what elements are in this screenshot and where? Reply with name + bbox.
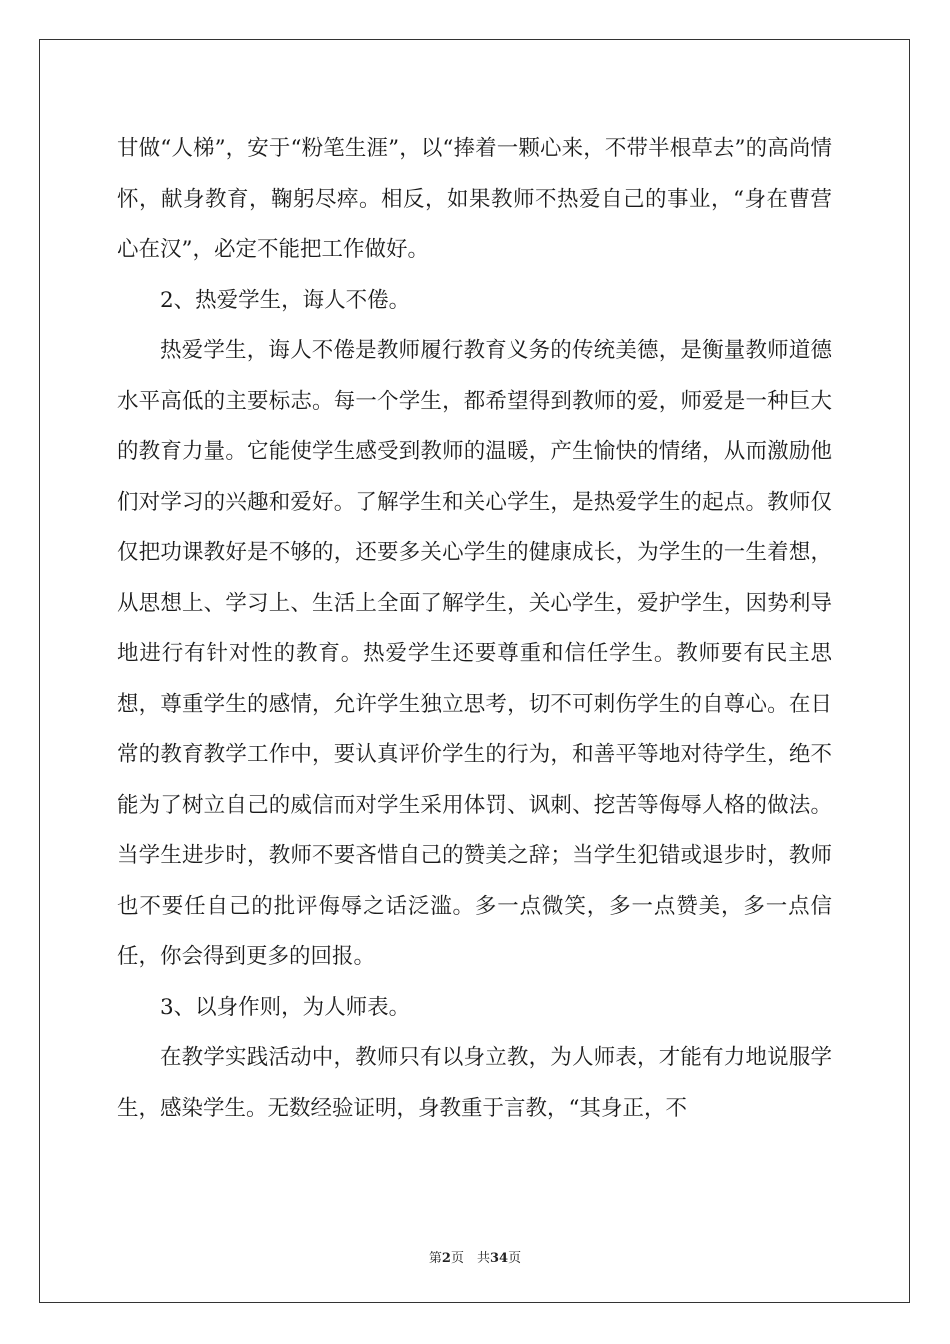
document-body [117, 124, 832, 1134]
footer-prefix: 第 [428, 1251, 442, 1266]
paragraph-2: 热爱学生，诲人不倦是教师履行教育义务的传统美德，是衡量教师道德水平高低的主要标志。每一个学生，都希望得到教师的爱，师爱是一种巨大的教育力量。它能使学生感受到教师的温暖，产生愉快的情绪，从而激励他们对学习的兴趣和爱好。了解学生和关心学生，是热爱学生的起点。教师仅仅把功课教好是不够的，还要多关心学生的健康成长，为学生的一生着想，从思想上、学习上、生活上全面了解学生，关心学生，爱护学生，因势利导地进行有针对性的教育。热爱学生还要尊重和信任学生。教师要有民主思想，尊重学生的感情，允许学生独立思考，切不可刺伤学生的自尊心。在日常的教育教学工作中，要认真评价学生的行为，和善平等地对待学生，绝不能为了树立自己的威信而对学生采用体罚、讽刺、挖苦等侮辱人格的做法。当学生进步时，教师不要吝惜自己的赞美之辞；当学生犯错或退步时，教师也不要任自己的批评侮辱之话泛滥。多一点微笑，多一点赞美，多一点信任，你会得到更多的回报。 [117, 338, 832, 969]
footer-suffix: 页 [508, 1251, 522, 1266]
footer-total-pages: 34 [489, 1251, 509, 1266]
paragraph-3: 在教学实践活动中，教师只有以身立教，为人师表，才能有力地说服学生，感染学生。无数经验证明，身教重于言教，“其身正，不 [117, 1045, 832, 1121]
footer-page-number: 2 [441, 1251, 451, 1266]
section-heading-2: 2、热爱学生，诲人不倦。 [160, 287, 411, 313]
paragraph-1: 甘做“人梯”，安于“粉笔生涯”，以“捧着一颗心来，不带半根草去”的高尚情怀，献身教育，鞠躬尽瘁。相反，如果教师不热爱自己的事业，“身在曹营心在汉”，必定不能把工作做好。 [117, 136, 832, 262]
page-footer [0, 1247, 950, 1266]
section-heading-3: 3、以身作则，为人师表。 [160, 994, 411, 1020]
footer-middle: 页 共 [450, 1251, 490, 1266]
